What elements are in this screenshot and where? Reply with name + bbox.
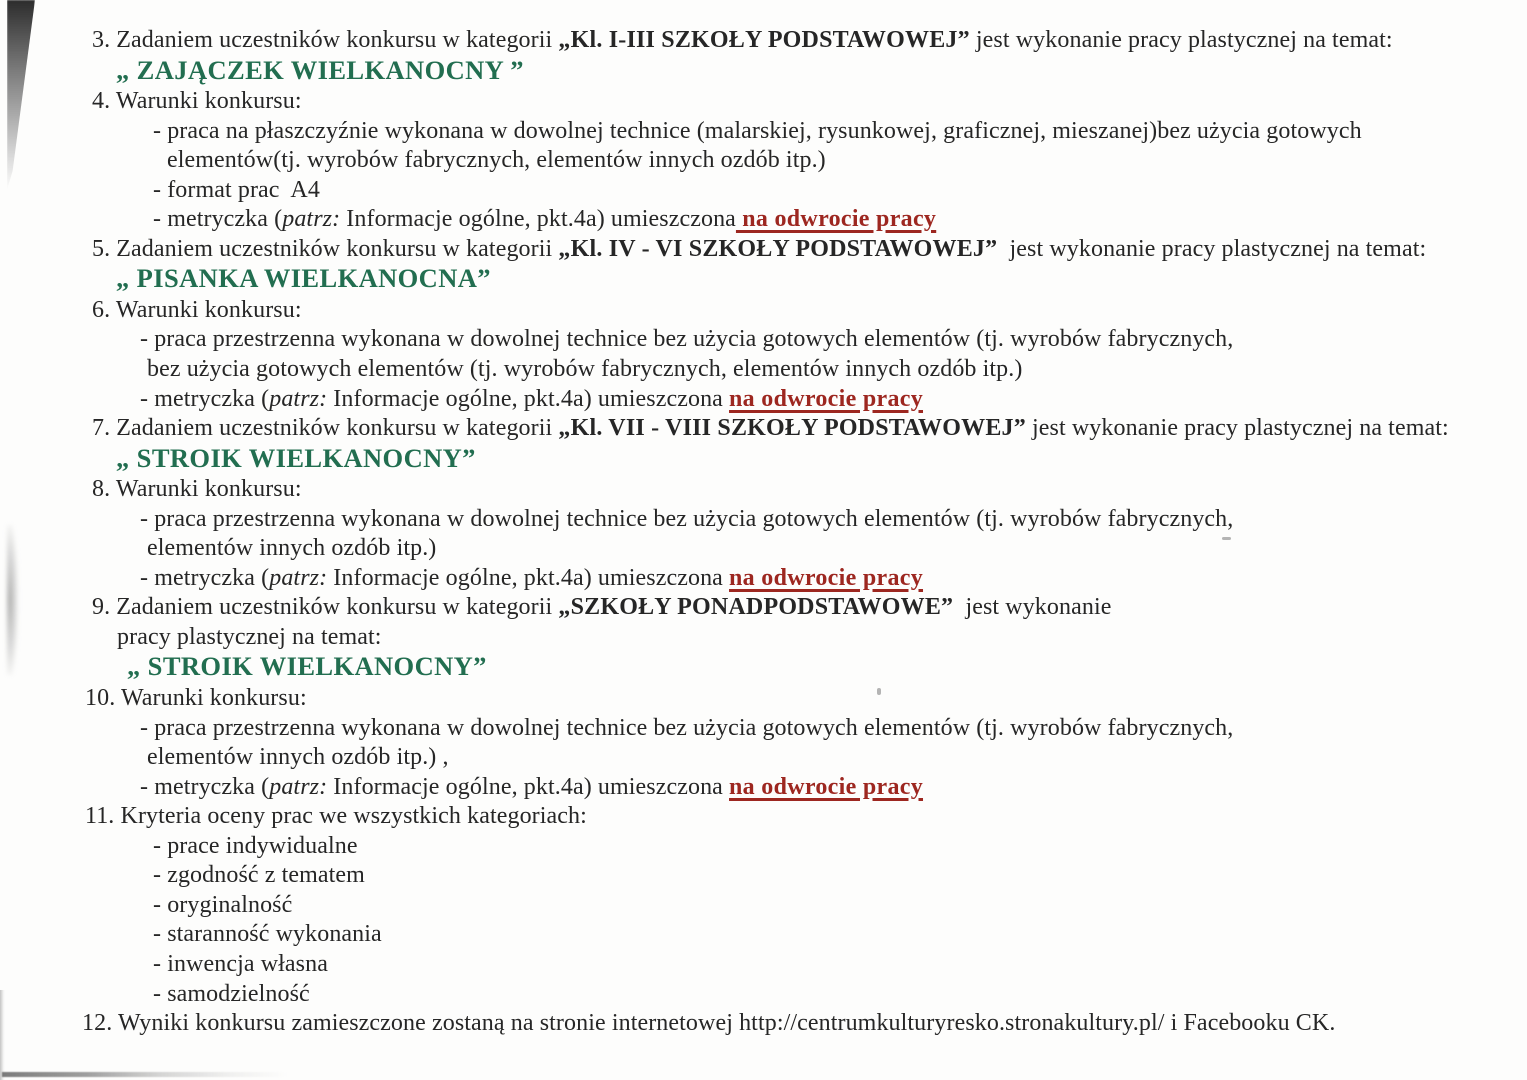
italic-text: patrz: [269,385,328,412]
document-line [0,891,1527,921]
document-line [0,117,1527,147]
document-line [0,235,1527,265]
text-run: - prace indywidualne [153,832,358,859]
text-run: jest wykonanie pracy plastycznej na temat: [997,235,1427,262]
document-line [0,296,1527,326]
text-run: elementów(tj. wyrobów fabrycznych, elementów innych ozdób itp.) [167,147,826,174]
text-run: - samodzielność [153,980,310,1007]
text-run: Informacje ogólne, pkt.4a) umieszczona [327,385,730,412]
document-line [0,773,1527,803]
text-run: 12. Wyniki konkursu zamieszczone zostaną na stronie internetowej http://centrumkulturyresko.stronakultury.pl/ i Facebooku CK. [82,1010,1336,1037]
document-line [0,564,1527,594]
document-line [0,920,1527,950]
red-underlined-text: na odwrocie pracy [729,773,924,800]
italic-text: patrz: [269,564,328,591]
document-line [0,56,1527,88]
document-line [0,743,1527,773]
green-heading-text: „ PISANKA WIELKANOCNA” [116,263,491,294]
text-run: Informacje ogólne, pkt.4a) umieszczona [327,773,730,800]
document-line [0,652,1527,684]
document-line [0,505,1527,535]
text-run: - inwencja własna [153,950,328,977]
text-run: jest wykonanie pracy plastycznej na temat: [969,27,1393,53]
document-line [0,146,1527,176]
text-run: - metryczka ( [140,564,270,591]
document-line [0,385,1527,415]
green-heading-text: „ STROIK WIELKANOCNY” [127,651,487,682]
red-underlined-text: na odwrocie pracy [729,385,924,412]
text-run: - metryczka ( [140,773,270,800]
text-run: jest wykonanie pracy plastycznej na temat: [1025,415,1449,442]
text-run: Informacje ogólne, pkt.4a) umieszczona [340,206,736,233]
bold-category-text: „Kl. IV - VI SZKOŁY PODSTAWOWEJ” [558,235,998,262]
bold-category-text: „SZKOŁY PONADPODSTAWOWE” [558,594,954,621]
document-line [0,26,1527,56]
italic-text: patrz: [282,206,341,233]
document-line [0,325,1527,355]
document-line [0,444,1527,476]
document-line [0,593,1527,623]
text-run: - praca przestrzenna wykonana w dowolnej technice bez użycia gotowych elementów (tj. wyrobów fabrycznych, [140,505,1234,532]
text-run: - praca przestrzenna wykonana w dowolnej technice bez użycia gotowych elementów (tj. wyrobów fabrycznych, [140,714,1234,741]
document-line [0,980,1527,1010]
text-run: 3. Zadaniem uczestników konkursu w kategorii [92,27,559,53]
text-run: - format prac A4 [153,176,320,203]
green-heading-text: „ STROIK WIELKANOCNY” [116,442,476,473]
text-run: elementów innych ozdób itp.) [147,535,437,562]
document-line [0,832,1527,862]
text-run: Informacje ogólne, pkt.4a) umieszczona [327,564,730,591]
italic-text: patrz: [269,773,328,800]
text-run: 8. Warunki konkursu: [92,476,302,503]
document-line [0,205,1527,235]
paper-bottom-edge [2,1072,287,1077]
text-run: jest wykonanie [953,594,1112,621]
text-run: 10. Warunki konkursu: [85,685,307,712]
text-run: 11. Kryteria oceny prac we wszystkich kategoriach: [85,803,587,830]
red-underlined-text: na odwrocie pracy [735,206,937,233]
bold-category-text: „Kl. VII - VIII SZKOŁY PODSTAWOWEJ” [558,415,1026,442]
text-run: 6. Warunki konkursu: [92,296,302,323]
document-line [0,355,1527,385]
document-line [0,684,1527,714]
text-run: - metryczka ( [153,206,283,233]
document-line [0,714,1527,744]
document-line [0,475,1527,505]
text-run: pracy plastycznej na temat: [117,623,382,650]
text-run: 5. Zadaniem uczestników konkursu w kategorii [92,235,559,262]
red-underlined-text: na odwrocie pracy [729,564,924,591]
document-line [0,861,1527,891]
bold-category-text: „Kl. I-III SZKOŁY PODSTAWOWEJ” [558,27,970,53]
text-run: 4. Warunki konkursu: [92,88,302,115]
text-run: - praca przestrzenna wykonana w dowolnej technice bez użycia gotowych elementów (tj. wyrobów fabrycznych, [140,326,1234,353]
document-line [0,414,1527,444]
text-run: bez użycia gotowych elementów (tj. wyrobów fabrycznych, elementów innych ozdób itp.) [147,356,1023,383]
document-line [0,534,1527,564]
text-run: elementów innych ozdób itp.) , [147,744,449,771]
green-heading-text: „ ZAJĄCZEK WIELKANOCNY ” [116,54,524,85]
text-run: - oryginalność [153,891,293,918]
document-line [0,802,1527,832]
document-line [0,264,1527,296]
text-run: - praca na płaszczyźnie wykonana w dowolnej technice (malarskiej, rysunkowej, graficznej, mieszanej)bez użycia gotowych [153,117,1362,144]
document-line [0,87,1527,117]
document-line [0,1009,1527,1039]
text-run: 7. Zadaniem uczestników konkursu w kategorii [92,415,559,442]
document-body [0,26,1527,1039]
text-run: - staranność wykonania [153,921,382,948]
text-run: 9. Zadaniem uczestników konkursu w kategorii [92,594,559,621]
document-line [0,623,1527,653]
document-line [0,176,1527,206]
text-run: - metryczka ( [140,385,270,412]
text-run: - zgodność z tematem [153,862,365,889]
document-line [0,950,1527,980]
